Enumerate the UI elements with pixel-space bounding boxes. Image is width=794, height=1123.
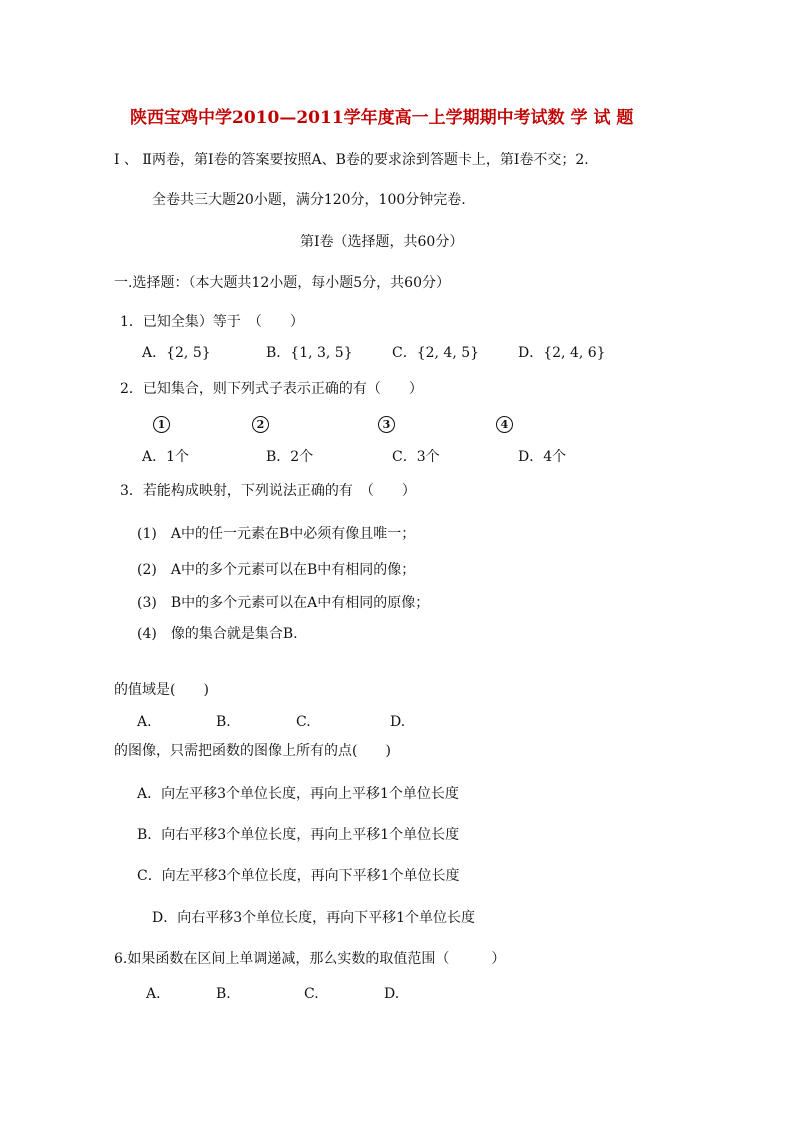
q5-option-a: A．向左平移3个单位长度，再向上平移1个单位长度 (137, 786, 459, 802)
q3-item-1: (1) A中的任一元素在B中必须有像且唯一； (137, 526, 416, 542)
intro-line-2: 全卷共三大题20小题，满分120分，100分钟完卷. (152, 192, 466, 208)
q2-marker-2: 2 (252, 416, 269, 433)
q4-option-d: D. (390, 714, 406, 730)
part1-heading: 第Ⅰ卷（选择题，共60分） (300, 234, 464, 250)
q6-option-c: C. (304, 986, 319, 1002)
intro-line-1: Ⅰ 、 Ⅱ两卷，第Ⅰ卷的答案要按照A、B卷的要求涂到答题卡上，第Ⅰ卷不交；2. (114, 152, 589, 168)
q4-option-a: A. (137, 714, 152, 730)
q4-option-b: B. (216, 714, 231, 730)
q1-option-c: C．{2, 4, 5} (392, 345, 480, 361)
q3-item-4: (4) 像的集合就是集合B. (137, 626, 298, 642)
q2-stem: 2．已知集合，则下列式子表示正确的有（ ） (120, 381, 423, 397)
q6-stem: 6.如果函数在区间上单调递减，那么实数的取值范围（ ） (114, 951, 506, 967)
section1-heading: 一.选择题：（本大题共12小题，每小题5分，共60分） (114, 275, 450, 291)
q2-marker-1: 1 (153, 416, 170, 433)
q2-option-a: A．1个 (142, 449, 190, 465)
q6-option-b: B. (216, 986, 231, 1002)
q2-option-d: D．4个 (518, 449, 567, 465)
q4-stem: 的值域是( ) (114, 682, 209, 698)
q1-option-d: D．{2, 4, 6} (518, 345, 606, 361)
q5-option-d: D．向右平移3个单位长度，再向下平移1个单位长度 (152, 910, 476, 926)
q3-item-3: (3) B中的多个元素可以在A中有相同的原像； (137, 595, 430, 611)
q5-stem: 的图像，只需把函数的图像上所有的点( ) (114, 743, 391, 759)
q1-option-a: A．{2, 5} (142, 345, 211, 361)
q3-item-2: (2) A中的多个元素可以在B中有相同的像； (137, 562, 416, 578)
q6-option-a: A. (146, 986, 161, 1002)
page-title: 陕西宝鸡中学2010—2011学年度高一上学期期中考试数 学 试 题 (130, 108, 634, 128)
q6-option-d: D. (384, 986, 400, 1002)
q1-stem: 1．已知全集）等于 （ ） (120, 314, 304, 330)
q5-option-c: C．向左平移3个单位长度，再向下平移1个单位长度 (137, 868, 460, 884)
q2-marker-3: 3 (378, 416, 395, 433)
q2-option-c: C．3个 (392, 449, 440, 465)
q3-stem: 3．若能构成映射，下列说法正确的有 （ ） (120, 483, 416, 499)
q5-option-b: B．向右平移3个单位长度，再向上平移1个单位长度 (137, 827, 460, 843)
q1-option-b: B．{1, 3, 5} (266, 345, 353, 361)
q2-option-b: B．2个 (266, 449, 314, 465)
q2-marker-4: 4 (496, 416, 513, 433)
q4-option-c: C. (296, 714, 311, 730)
